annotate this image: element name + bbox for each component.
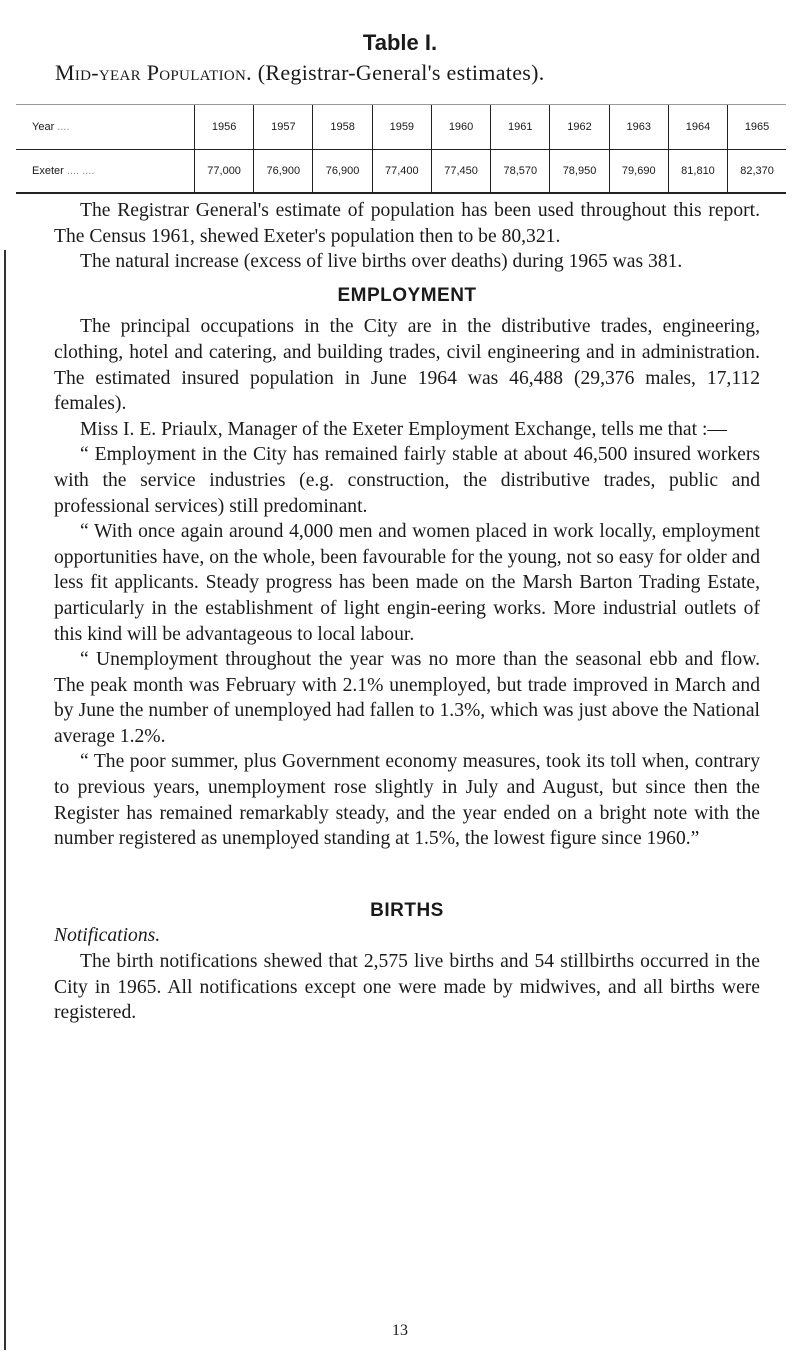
intro-paragraph: The natural increase (excess of live births over deaths) during 1965 was 381. (80, 251, 683, 273)
page-number: 13 (392, 1322, 408, 1339)
year-cell: 1958 (313, 105, 372, 150)
year-cell: 1959 (372, 105, 431, 150)
population-cell: 76,900 (254, 150, 313, 194)
population-cell: 81,810 (668, 150, 727, 194)
table-subtitle (55, 60, 755, 86)
births-heading: BIRTHS (370, 899, 444, 921)
population-cell: 76,900 (313, 150, 372, 194)
table-row (16, 150, 786, 194)
births-subheading: Notifications. (54, 925, 161, 947)
population-cell: 82,370 (728, 150, 786, 194)
table-title: Table I. (362, 30, 438, 55)
header-label: Year .... (16, 105, 195, 150)
year-cell: 1964 (668, 105, 727, 150)
population-table (16, 104, 786, 194)
table-subtitle-rest: (Registrar-General's estimates). (251, 60, 545, 85)
employment-paragraph: “ With once again around 4,000 men and women placed in work locally, employment opportunities have, on the whole, been favourable for the young, not so easy for older and less fit applicants. Steady progress has been made on the Marsh Barton Trading Estate, particularly in the establishment of light engin-eering works. More industrial outlets of this kind will be advantageous to local labour. (54, 521, 760, 645)
population-cell: 77,400 (372, 150, 431, 194)
binding-edge-line (4, 250, 6, 1350)
year-cell: 1961 (491, 105, 550, 150)
body-text (54, 198, 760, 1026)
population-cell: 78,570 (491, 150, 550, 194)
year-cell: 1962 (550, 105, 609, 150)
employment-paragraph: “ The poor summer, plus Government economy measures, took its toll when, contrary to previous years, unemployment rose slightly in July and August, but since then the Register has remained remarkably steady, and the year ended on a bright note with the number registered as unemployed standing at 1.5%, the lowest figure since 1960.” (54, 751, 760, 850)
population-cell: 77,000 (195, 150, 254, 194)
employment-paragraph: “ Employment in the City has remained fairly stable at about 46,500 insured workers with the service industries (e.g. construction, the distributive trades, public and professional services) still predominant. (54, 444, 760, 517)
births-paragraph: The birth notifications shewed that 2,575 live births and 54 stillbirths occurred in the City in 1965. All notifications except one were made by midwives, and all births were registered. (54, 951, 760, 1024)
employment-paragraph: “ Unemployment throughout the year was no more than the seasonal ebb and flow. The peak month was February with 2.1% unemployed, but trade improved in March and by June the number of unemployed had fallen to 1.3%, which was just above the National average 1.2%. (54, 649, 760, 747)
year-cell: 1956 (195, 105, 254, 150)
population-cell: 79,690 (609, 150, 668, 194)
year-cell: 1960 (431, 105, 490, 150)
table-subtitle-caps: Mid-year Population. (55, 60, 252, 85)
intro-paragraph: The Registrar General's estimate of population has been used throughout this report. The Census 1961, shewed Exeter's population then to be 80,321. (54, 200, 760, 247)
employment-paragraph: The principal occupations in the City are in the distributive trades, engineering, clothing, hotel and catering, and building trades, civil engineering and in administration. The estimated insured population in June 1964 was 46,488 (29,376 males, 17,112 females). (54, 316, 760, 415)
table-header-row (16, 105, 786, 150)
row-label: Exeter .... .... (16, 150, 195, 194)
employment-paragraph: Miss I. E. Priaulx, Manager of the Exeter Employment Exchange, tells me that :— (80, 418, 727, 440)
population-cell: 78,950 (550, 150, 609, 194)
employment-heading: EMPLOYMENT (337, 284, 477, 306)
year-cell: 1963 (609, 105, 668, 150)
year-cell: 1965 (728, 105, 786, 150)
population-cell: 77,450 (431, 150, 490, 194)
year-cell: 1957 (254, 105, 313, 150)
